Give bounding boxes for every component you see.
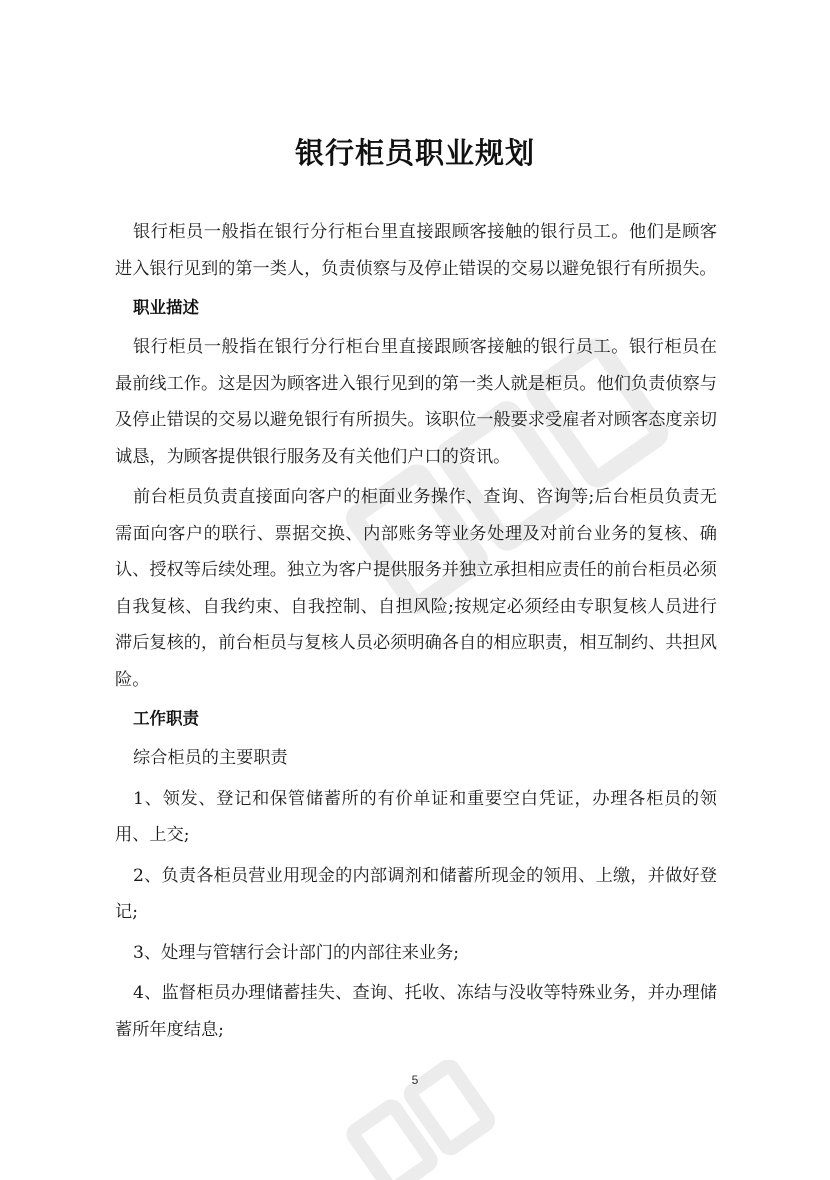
list-item: 2、负责各柜员营业用现金的内部调剂和储蓄所现金的领用、上缴，并做好登记;: [115, 865, 717, 922]
page-number: 5: [411, 1073, 419, 1087]
duties-intro: 综合柜员的主要职责: [133, 748, 288, 768]
list-item: 3、处理与管辖行会计部门的内部往来业务;: [133, 942, 460, 963]
intro-paragraph: 银行柜员一般指在银行分行柜台里直接跟顾客接触的银行员工。他们是顾客进入银行见到的第一类人，负责侦察与及停止错误的交易以避免银行有所损失。: [115, 222, 717, 279]
page-title: 银行柜员职业规划: [294, 136, 535, 171]
job-description-paragraph-1: 银行柜员一般指在银行分行柜台里直接跟顾客接触的银行员工。银行柜员在最前线工作。这是因为顾客进入银行见到的第一类人就是柜员。他们负责侦察与及停止错误的交易以避免银行有所损失。该职位一般要求受雇者对顾客态度亲切诚恳，为顾客提供银行服务及有关他们户口的资讯。: [115, 337, 717, 467]
list-item: 1、领发、登记和保管储蓄所的有价单证和重要空白凭证，办理各柜员的领用、上交;: [115, 788, 717, 845]
job-description-paragraph-2: 前台柜员负责直接面向客户的柜面业务操作、查询、咨询等;后台柜员负责无需面向客户的联行、票据交换、内部账务等业务处理及对前台业务的复核、确认、授权等后续处理。独立为客户提供服务并独立承担相应责任的前台柜员必须自我复核、自我约束、自我控制、自担风险;按规定必须经由专职复核人员进行滞后复核的，前台柜员与复核人员必须明确各自的相应职责，相互制约、共担风险。: [115, 487, 717, 690]
section-heading-job-description: 职业描述: [133, 298, 199, 317]
list-item: 4、监督柜员办理储蓄挂失、查询、托收、冻结与没收等特殊业务，并办理储蓄所年度结息;: [115, 983, 717, 1040]
document-body: [115, 214, 717, 1052]
section-heading-duties: 工作职责: [133, 709, 199, 728]
